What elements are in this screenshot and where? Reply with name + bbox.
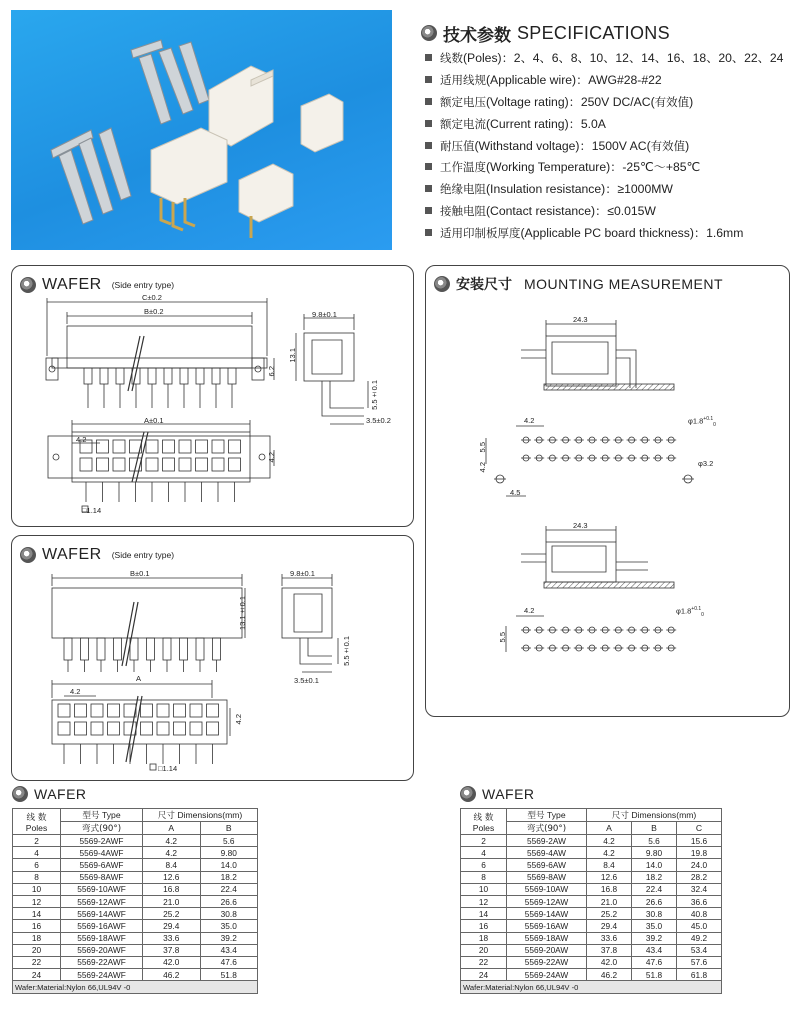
wafer-table-1 [12,808,258,994]
spec-row: 额定电压(Voltage rating)：250V DC/AC(有效值) [425,91,785,113]
dim-hole-lower-label: $\varphi 1.8^{+0.1}_0$ [676,606,704,618]
spec-row: 接触电阻(Contact resistance)：≤0.015W [425,200,785,222]
spec-row: 工作温度(Working Temperature)：-25℃～+85℃ [425,156,785,178]
dim-v55-label: 5.5 [478,442,487,453]
table-row: 10 5569-10AWF 16.8 22.4 [13,883,258,895]
dim-h55-label: 5.5±0.1 [342,636,351,666]
square-bullet-icon [425,185,432,192]
panel-1-dimension-labels [12,266,415,528]
bullet-icon [12,786,28,802]
col-dimensions: 尺寸 Dimensions(mm) [143,809,258,822]
specifications-panel [407,10,792,250]
dim-243-lower-label: 24.3 [573,521,588,530]
dim-pin-label: □1.14 [158,764,178,773]
col-a: A [587,822,632,835]
specifications-title-en: SPECIFICATIONS [517,22,670,43]
spec-row: 耐压值(Withstand voltage)：1500V AC(有效值) [425,134,785,156]
wafer-drawing-panel-1 [11,265,414,527]
dim-w35-label: 3.5±0.1 [294,676,319,685]
table-row: 16 5569-16AWF 29.4 35.0 [13,920,258,932]
dim-pitch-label: 4.2 [70,687,81,696]
table-row: 18 5569-18AWF 33.6 39.2 [13,932,258,944]
table-row: 4 5569-4AWF 4.2 9.80 [13,847,258,859]
dim-h55-label: 5.5±0.1 [370,380,379,410]
table-row: 16 5569-16AW 29.4 35.0 45.0 [461,920,722,932]
dim-h62-label: 6.2 [267,366,276,377]
spec-row: 绝缘电阻(Insulation resistance)：≥1000MW [425,178,785,200]
dim-h45-label: 4.5 [510,488,521,497]
dim-v42-label: 4.2 [478,462,487,473]
dim-c-label: C±0.2 [142,293,162,302]
dim-w98-label: 9.8±0.1 [290,569,315,578]
dim-w98-label: 9.8±0.1 [312,310,337,319]
panel-1-subtitle: (Side entry type) [111,280,175,290]
table-1-header [12,786,87,802]
spec-row: 额定电流(Current rating)：5.0A [425,112,785,134]
wafer-table-2 [460,808,722,994]
panel-1-title: WAFER [42,276,102,293]
mounting-measurement-panel [425,265,790,717]
table-1-title: WAFER [34,786,87,802]
table-row: 12 5569-12AW 21.0 26.6 36.6 [461,895,722,907]
table-row: 24 5569-24AW 46.2 51.8 61.8 [461,969,722,981]
table-row: 2 5569-2AWF 4.2 5.6 [13,835,258,847]
table-1-footer: Wafer:Material:Nylon 66,UL94V -0 [13,981,258,994]
col-poles: 线 数 Poles [13,809,61,835]
col-b: B [632,822,677,835]
square-bullet-icon [425,207,432,214]
dim-pitch-label: 4.2 [76,435,87,444]
panel-3-title-en: MOUNTING MEASUREMENT [524,276,723,292]
table-row: 10 5569-10AW 16.8 22.4 32.4 [461,883,722,895]
dim-b-label: B±0.1 [130,569,150,578]
product-photo-art [11,10,392,250]
table-row: 18 5569-18AW 33.6 39.2 49.2 [461,932,722,944]
dim-pin-label: □1.14 [82,506,102,515]
table-row: 20 5569-20AW 37.8 43.4 53.4 [461,944,722,956]
dim-hole-upper-label: $\varphi 1.8^{+0.1}_0$ [688,416,716,428]
dim-peg-label: φ3.2 [698,459,714,468]
dim-b-label: B±0.2 [144,307,164,316]
dim-a-label: A [136,674,142,683]
dim-h131-label: 13.1±0.1 [238,596,247,631]
specifications-header [421,20,670,46]
col-a: A [143,822,201,835]
square-bullet-icon [425,142,432,149]
panel-3-title-cn: 安装尺寸 [456,277,512,293]
dim-v55b-label: 5.5 [498,632,507,643]
dim-pitch-upper-label: 4.2 [524,416,535,425]
dim-243-upper-label: 24.3 [573,315,588,324]
table-row: 20 5569-20AWF 37.8 43.4 [13,944,258,956]
dim-w35-label: 3.5±0.2 [366,416,391,425]
dim-row-label: 4.2 [234,714,243,725]
spec-row: 适用印制板厚度(Applicable PC board thickness)：1.6mm [425,221,785,243]
col-c: C [677,822,722,835]
specifications-list [425,47,785,243]
col-b: B [200,822,258,835]
square-bullet-icon [425,98,432,105]
table-row: 6 5569-6AWF 8.4 14.0 [13,859,258,871]
dim-pitch-lower-label: 4.2 [524,606,535,615]
square-bullet-icon [425,76,432,83]
table-row: 24 5569-24AWF 46.2 51.8 [13,969,258,981]
col-poles: 线 数 Poles [461,809,507,835]
product-photo [11,10,392,250]
panel-2-dimension-labels [12,536,415,782]
table-row: 12 5569-12AWF 21.0 26.6 [13,895,258,907]
table-row: 14 5569-14AWF 25.2 30.8 [13,908,258,920]
wafer-drawing-panel-2 [11,535,414,781]
table-row: 14 5569-14AW 25.2 30.8 40.8 [461,908,722,920]
col-type: 型号 Type [507,809,587,822]
col-dimensions: 尺寸 Dimensions(mm) [587,809,722,822]
square-bullet-icon [425,229,432,236]
panel-3-dimension-labels [426,266,791,718]
table-row: 4 5569-4AW 4.2 9.80 19.8 [461,847,722,859]
table-2-header [460,786,535,802]
col-style: 弯式(90°) [507,822,587,835]
col-style: 弯式(90°) [61,822,143,835]
table-row: 8 5569-8AWF 12.6 18.2 [13,871,258,883]
panel-2-subtitle: (Side entry type) [111,550,175,560]
table-2-title: WAFER [482,786,535,802]
spec-row: 线数(Poles)：2、4、6、8、10、12、14、16、18、20、22、24 [425,47,785,69]
square-bullet-icon [425,120,432,127]
bullet-icon [421,25,437,41]
dim-row-label: 4.2 [267,452,276,463]
table-row: 6 5569-6AW 8.4 14.0 24.0 [461,859,722,871]
col-type: 型号 Type [61,809,143,822]
table-row: 8 5569-8AW 12.6 18.2 28.2 [461,871,722,883]
square-bullet-icon [425,163,432,170]
table-row: 22 5569-22AW 42.0 47.6 57.6 [461,956,722,968]
table-row: 22 5569-22AWF 42.0 47.6 [13,956,258,968]
panel-2-title: WAFER [42,546,102,563]
table-row: 2 5569-2AW 4.2 5.6 15.6 [461,835,722,847]
specifications-title-cn: 技术参数 [443,25,511,46]
bullet-icon [460,786,476,802]
dim-a-label: A±0.1 [144,416,164,425]
square-bullet-icon [425,54,432,61]
table-2-footer: Wafer:Material:Nylon 66,UL94V -0 [461,981,722,994]
spec-row: 适用线规(Applicable wire)：AWG#28-#22 [425,69,785,91]
dim-h131-label: 13.1 [288,348,297,363]
